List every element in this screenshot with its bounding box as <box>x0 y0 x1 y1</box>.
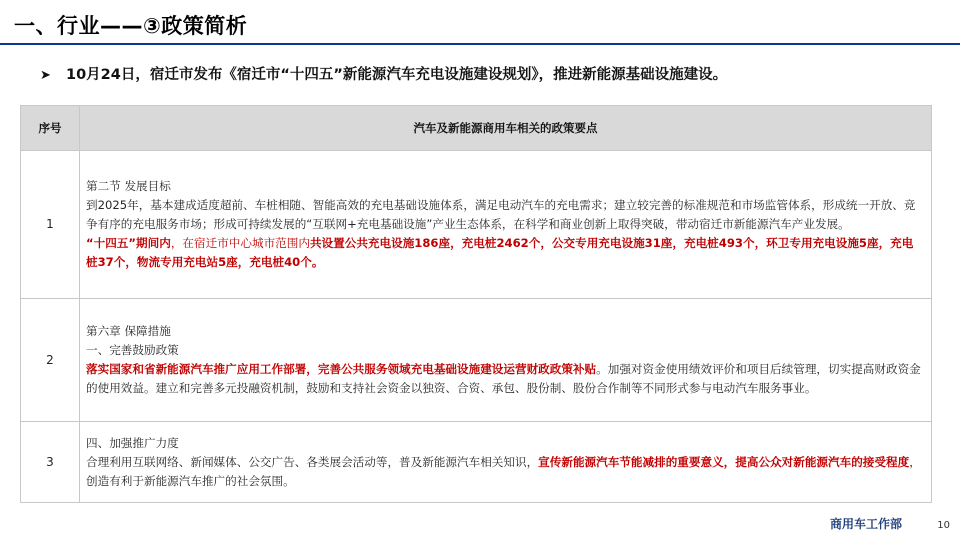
highlight-text: 宣传新能源汽车节能减排的重要意义，提高公众对新能源汽车的接受程度 <box>538 454 910 469</box>
header-index: 序号 <box>21 106 80 151</box>
footer-department: 商用车工作部 <box>829 517 902 531</box>
bullet-point <box>40 63 727 84</box>
paragraph <box>86 453 923 491</box>
section-heading: 四、加强推广力度 <box>86 435 179 450</box>
highlight-text: 落实国家和省新能源汽车推广应用工作部署，完善公共服务领域充电基础设施建设运营财政政策补贴 <box>86 362 597 376</box>
bullet-text: 10月24日，宿迁市发布《宿迁市“十四五”新能源汽车充电设施建设规划》，推进新能源基础设施建设。 <box>66 67 728 83</box>
title-divider <box>0 43 960 45</box>
page-title: 一、行业——③政策简析 <box>14 14 248 38</box>
policy-table <box>20 105 932 503</box>
header-content: 汽车及新能源商用车相关的政策要点 <box>80 106 932 151</box>
row-content <box>80 422 932 503</box>
normal-text: ，在宿迁市中心城市范围内 <box>170 236 310 250</box>
table-row <box>21 422 932 503</box>
table-row <box>21 299 932 422</box>
section-heading: 第二节 发展目标 <box>86 179 171 193</box>
row-index: 3 <box>21 422 80 503</box>
normal-text: ，创造有利于新能源汽车推广的社会氛围。 <box>86 454 921 488</box>
row-content <box>80 299 932 422</box>
highlight-text: 共设置公共充电设施186座，充电桩2462个，公交专用充电设施31座，充电桩493个，环卫专用充电设施5座，充电桩37个，物流专用充电站5座，充电桩40个。 <box>86 236 914 269</box>
paragraph <box>86 360 923 398</box>
highlight-text: “十四五”期间内 <box>86 236 171 250</box>
page-number: 10 <box>937 520 950 531</box>
paragraph: 到2025年，基本建成适度超前、车桩相随、智能高效的充电基础设施体系，满足电动汽车的充电需求；建立较完善的标准规范和市场监管体系，形成统一开放、竞争有序的充电服务市场；形成可持续发展的“互联网+充电基础设施”产业生态体系，在科学和商业创新上取得突破，带动宿迁市新能源汽车产业发展。 <box>86 198 916 231</box>
subsection-heading: 一、完善鼓励政策 <box>86 343 179 357</box>
highlight-paragraph <box>86 234 923 272</box>
section-heading: 第六章 保障措施 <box>86 324 171 338</box>
row-index: 1 <box>21 151 80 299</box>
table-header-row <box>21 106 932 151</box>
table-row <box>21 151 932 299</box>
normal-text: 合理利用互联网络、新闻媒体、公交广告、各类展会活动等，普及新能源汽车相关知识， <box>86 454 539 469</box>
arrow-bullet-icon: ➤ <box>40 68 51 83</box>
row-content <box>80 151 932 299</box>
normal-text: 。加强对资金使用绩效评价和项目后续管理，切实提高财政资金的使用效益。建立和完善多元投融资机制，鼓励和支持社会资金以独资、合资、承包、股份制、股份合作制等不同形式参与电动汽车服务事业。 <box>86 362 921 395</box>
row-index: 2 <box>21 299 80 422</box>
